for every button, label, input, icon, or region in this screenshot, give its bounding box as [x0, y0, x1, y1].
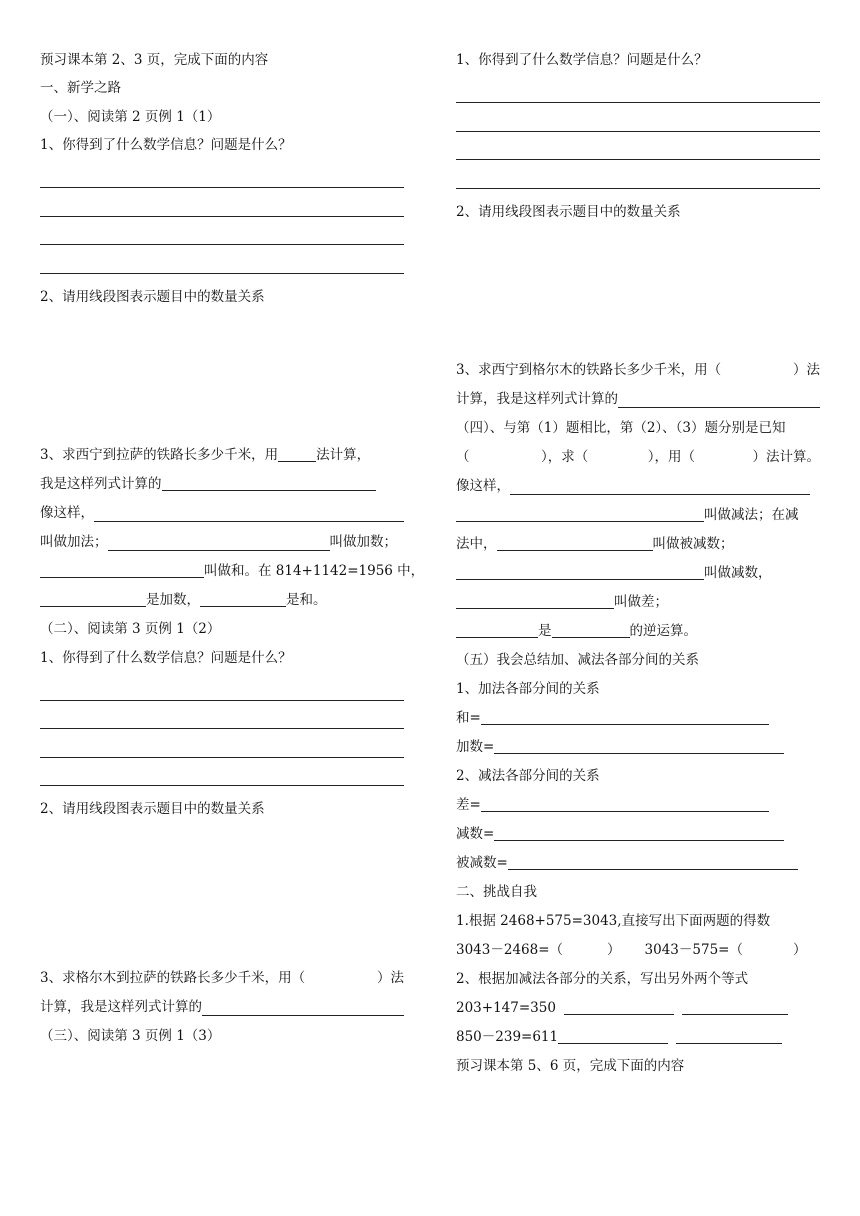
- part2-q3-line2: 计算，我是这样列式计算的: [40, 993, 404, 1022]
- part1-q1: 1、你得到了什么数学信息？问题是什么？: [40, 137, 292, 154]
- diagram-space[interactable]: [40, 824, 404, 964]
- left-column: [40, 46, 425, 1050]
- answer-line[interactable]: [40, 245, 404, 274]
- challenge2: 2、根据加减法各部分的关系，写出另外两个等式: [456, 971, 749, 988]
- fill-blank[interactable]: [494, 825, 784, 841]
- difference-def-line: 叫做差；: [456, 588, 820, 617]
- intro-text: 预习课本第 2、3 页，完成下面的内容: [40, 52, 269, 68]
- section2-heading: 二、挑战自我: [456, 884, 537, 901]
- part1-q3: 3、求西宁到拉萨的铁路长多少千米，用 法计算，: [40, 447, 371, 464]
- answer-line[interactable]: [40, 758, 404, 787]
- answer-line[interactable]: [456, 132, 820, 161]
- diagram-space[interactable]: [456, 226, 820, 356]
- answer-line[interactable]: [40, 188, 404, 217]
- minuend-equation: 被减数=: [456, 849, 820, 878]
- answer-line[interactable]: [40, 160, 404, 189]
- addition-like-line: 像这样，: [40, 499, 404, 528]
- part4-line2: （ ），求（ ），用（ ）法计算。: [456, 449, 820, 466]
- part1-title: （一）、阅读第 2 页例 1（1）: [40, 108, 221, 125]
- part1-q2: 2、请用线段图表示题目中的数量关系: [40, 288, 265, 305]
- fill-blank[interactable]: [552, 622, 630, 638]
- subtraction-def-line: 叫做减法；在减: [456, 501, 820, 530]
- challenge2-eq2: 850－239=611: [456, 1023, 820, 1052]
- fill-blank[interactable]: [676, 1028, 782, 1044]
- answer-line[interactable]: [40, 729, 404, 758]
- difference-equation: 差=: [456, 791, 820, 820]
- sum-def-line: 叫做和。在 814+1142=1956 中，: [40, 557, 404, 586]
- answer-line[interactable]: [40, 672, 404, 701]
- answer-line[interactable]: [456, 160, 820, 189]
- challenge1: 1.根据 2468+575=3043,直接写出下面两题的得数: [456, 913, 771, 930]
- challenge2-eq1: 203+147=350: [456, 994, 820, 1023]
- subtrahend-def-line: 叫做减数，: [456, 559, 820, 588]
- fill-blank[interactable]: [456, 622, 538, 638]
- sum-equation: 和=: [456, 704, 820, 733]
- part5-title: （五）我会总结加、减法各部分间的关系: [456, 652, 699, 669]
- addition-def-line: 叫做加法； 叫做加数；: [40, 534, 397, 551]
- fill-blank[interactable]: [40, 591, 146, 607]
- part3-q1: 1、你得到了什么数学信息？问题是什么？: [456, 52, 708, 68]
- fill-blank[interactable]: [456, 564, 704, 580]
- fill-blank[interactable]: [494, 738, 784, 754]
- fill-blank[interactable]: [510, 479, 810, 495]
- part3-title: （三）、阅读第 3 页例 1（3）: [40, 1027, 221, 1044]
- fill-blank[interactable]: [481, 796, 769, 812]
- section-heading: 一、新学之路: [40, 80, 121, 97]
- fill-blank[interactable]: [497, 535, 653, 551]
- part1-q3-line2: 我是这样列式计算的: [40, 470, 404, 499]
- part4-line1: （四）、与第（1）题相比，第（2）、（3）题分别是已知: [456, 420, 786, 437]
- part3-q3-line2: 计算，我是这样列式计算的: [456, 385, 820, 414]
- fill-blank[interactable]: [94, 506, 404, 522]
- fill-blank[interactable]: [108, 535, 330, 551]
- fill-blank[interactable]: [278, 446, 316, 462]
- fill-blank[interactable]: [564, 999, 674, 1015]
- addend-sum-line: 是加数， 是和。: [40, 586, 404, 615]
- answer-line[interactable]: [456, 74, 820, 103]
- answer-line[interactable]: [40, 701, 404, 730]
- answer-line[interactable]: [456, 103, 820, 132]
- part3-q3: 3、求西宁到格尔木的铁路长多少千米，用（ ）法: [456, 362, 820, 379]
- challenge1-answers: 3043－2468=（ ） 3043－575=（ ）: [456, 942, 807, 959]
- subtraction-like-line: 像这样，: [456, 472, 820, 501]
- fill-blank[interactable]: [40, 562, 204, 578]
- part2-q2: 2、请用线段图表示题目中的数量关系: [40, 801, 265, 818]
- right-column: [456, 46, 820, 1081]
- inverse-line: 是 的逆运算。: [456, 617, 820, 646]
- add-relation-title: 1、加法各部分间的关系: [456, 681, 600, 698]
- outro-text: 预习课本第 5、6 页，完成下面的内容: [456, 1058, 685, 1075]
- fill-blank[interactable]: [200, 591, 286, 607]
- fill-blank[interactable]: [618, 392, 820, 408]
- part2-title: （二）、阅读第 3 页例 1（2）: [40, 621, 221, 638]
- subtrahend-equation: 减数=: [456, 820, 820, 849]
- fill-blank[interactable]: [682, 999, 788, 1015]
- fill-blank[interactable]: [456, 593, 614, 609]
- sub-relation-title: 2、减法各部分间的关系: [456, 768, 600, 785]
- answer-line[interactable]: [40, 217, 404, 246]
- part2-q1: 1、你得到了什么数学信息？问题是什么？: [40, 649, 292, 666]
- diagram-space[interactable]: [40, 311, 404, 441]
- fill-blank[interactable]: [202, 1000, 404, 1016]
- addend-equation: 加数=: [456, 733, 820, 762]
- fill-blank[interactable]: [558, 1028, 668, 1044]
- fill-blank[interactable]: [508, 854, 798, 870]
- fill-blank[interactable]: [162, 475, 376, 491]
- fill-blank[interactable]: [481, 709, 769, 725]
- part2-q3: 3、求格尔木到拉萨的铁路长多少千米，用（ ）法: [40, 969, 404, 986]
- part3-q2: 2、请用线段图表示题目中的数量关系: [456, 203, 681, 220]
- fill-blank[interactable]: [456, 506, 704, 522]
- minuend-def-line: 法中， 叫做被减数；: [456, 536, 734, 553]
